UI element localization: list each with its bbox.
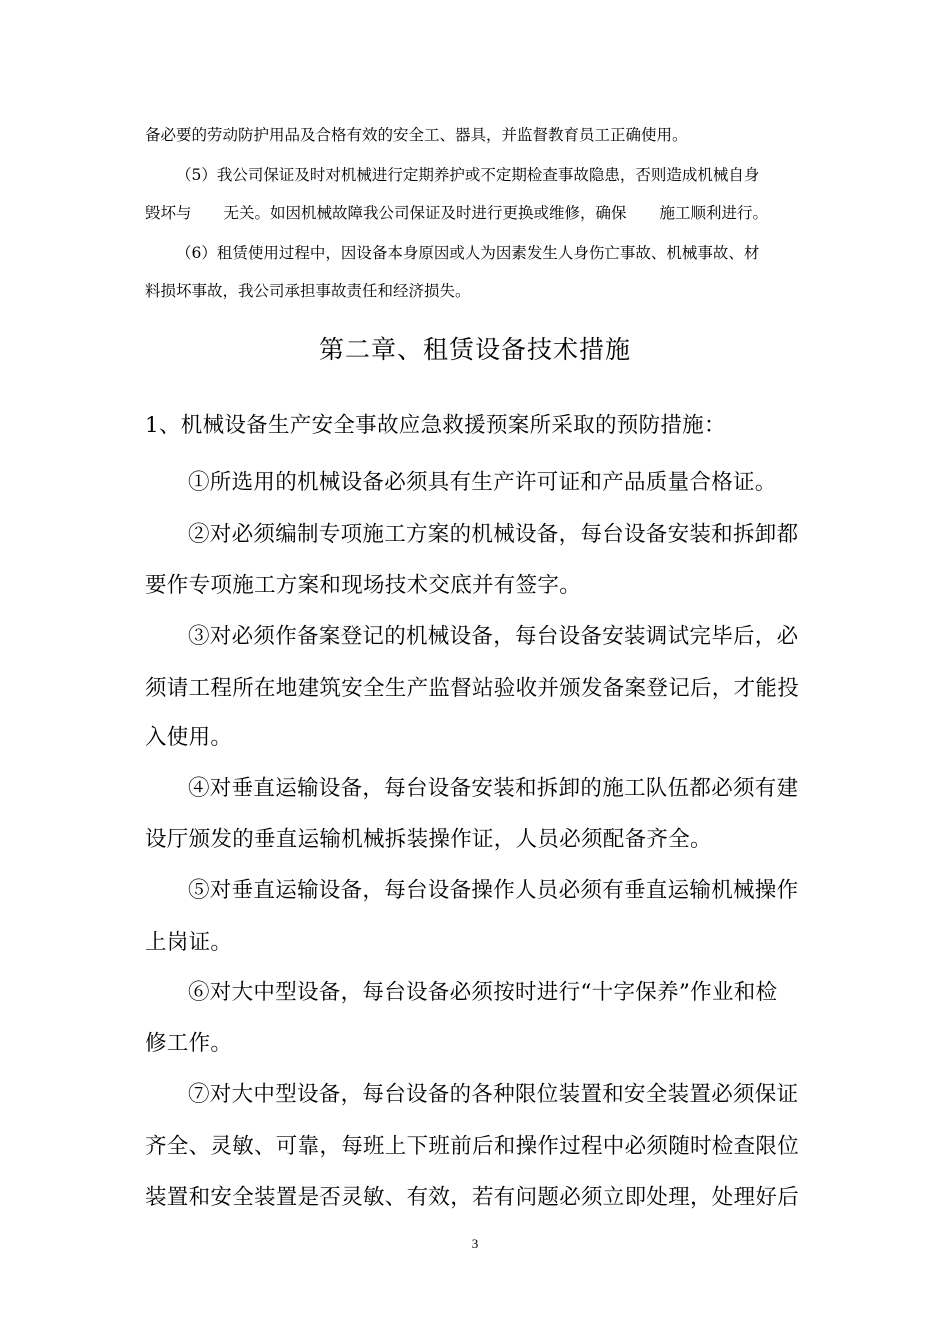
paragraph-item-6-line: （6）租赁使用过程中，因设备本身原因或人为因素发生人身伤亡事故、机械事故、材 <box>176 244 760 262</box>
paragraph-item-5-line: （5）我公司保证及时对机械进行定期养护或不定期检查事故隐患，否则造成机械自身 <box>176 166 760 184</box>
page-number: 3 <box>471 1236 479 1251</box>
measure-3-line-2: 须请工程所在地建筑安全生产监督站验收并颁发备案登记后，才能投 <box>145 676 800 701</box>
measure-7-line: ⑦对大中型设备，每台设备的各种限位装置和安全装置必须保证 <box>188 1082 799 1107</box>
text-segment: 毁坏与 <box>145 204 192 222</box>
paragraph-item-6-line-2: 料损坏事故，我公司承担事故责任和经济损失。 <box>145 282 471 300</box>
measure-3-line-3: 入使用。 <box>145 725 233 750</box>
measure-1-line: ①所选用的机械设备必须具有生产许可证和产品质量合格证。 <box>188 470 777 495</box>
measure-4-line-2: 设厅颁发的垂直运输机械拆装操作证，人员必须配备齐全。 <box>145 827 712 852</box>
measure-2-line-2: 要作专项施工方案和现场技术交底并有签字。 <box>145 573 582 598</box>
measure-7-line-3: 装置和安全装置是否灵敏、有效，若有问题必须立即处理，处理好后 <box>145 1185 800 1210</box>
section-heading: 1、机械设备生产安全事故应急救援预案所采取的预防措施： <box>145 413 726 438</box>
text-segment: 无关。如因机械故障我公司保证及时进行更换或维修，确保 <box>223 204 627 222</box>
paragraph-line: 备必要的劳动防护用品及合格有效的安全工、器具，并监督教育员工正确使用。 <box>145 126 688 144</box>
measure-2-line: ②对必须编制专项施工方案的机械设备，每台设备安装和拆卸都 <box>188 522 799 547</box>
text-segment: 施工顺利进行。 <box>659 204 769 222</box>
measure-6-line: ⑥对大中型设备，每台设备必须按时进行“十字保养”作业和检 <box>188 980 778 1005</box>
measure-5-line: ⑤对垂直运输设备，每台设备操作人员必须有垂直运输机械操作 <box>188 878 799 903</box>
measure-6-line-2: 修工作。 <box>145 1031 233 1056</box>
measure-7-line-2: 齐全、灵敏、可靠，每班上下班前后和操作过程中必须随时检查限位 <box>145 1134 800 1159</box>
measure-5-line-2: 上岗证。 <box>145 930 233 955</box>
measure-3-line: ③对必须作备案登记的机械设备，每台设备安装调试完毕后，必 <box>188 624 799 649</box>
paragraph-item-5-line-2 <box>145 201 768 223</box>
chapter-title: 第二章、租赁设备技术措施 <box>318 335 631 364</box>
measure-4-line: ④对垂直运输设备，每台设备安装和拆卸的施工队伍都必须有建 <box>188 776 799 801</box>
